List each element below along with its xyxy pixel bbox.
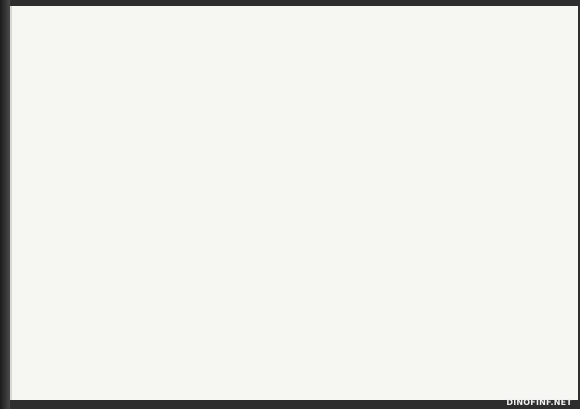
spacer bbox=[100, 181, 502, 184]
list-item bbox=[100, 56, 502, 63]
document-page bbox=[10, 6, 578, 400]
example-1-title bbox=[100, 185, 502, 192]
list-item bbox=[100, 49, 502, 56]
section-b-intro-continued bbox=[100, 117, 502, 124]
list-item bbox=[100, 92, 502, 99]
section-a-intro bbox=[100, 42, 502, 49]
site-watermark: DINOFINF.NET bbox=[506, 398, 572, 407]
example-1-line bbox=[100, 199, 502, 206]
item-detail bbox=[100, 131, 502, 138]
example-2-line bbox=[100, 260, 502, 267]
example-1-row bbox=[100, 220, 502, 227]
example-1-row bbox=[100, 213, 502, 220]
item-detail bbox=[100, 174, 502, 181]
item-detail bbox=[100, 145, 502, 152]
row-key bbox=[410, 227, 462, 234]
list-item bbox=[100, 70, 502, 77]
example-1-row bbox=[100, 227, 502, 234]
columns-row bbox=[100, 85, 502, 92]
row-key bbox=[410, 220, 462, 227]
list-item bbox=[100, 160, 502, 167]
section-b-heading bbox=[100, 103, 502, 110]
example-2-line bbox=[100, 246, 502, 253]
section-a-heading bbox=[100, 35, 502, 42]
example-1-row bbox=[100, 206, 502, 213]
columns-row bbox=[100, 78, 502, 85]
list-item bbox=[100, 124, 502, 131]
row-key bbox=[410, 206, 462, 213]
page-body bbox=[100, 34, 502, 394]
item-detail bbox=[100, 153, 502, 160]
list-item bbox=[100, 138, 502, 145]
book-fold-shadow bbox=[0, 0, 10, 409]
section-b-intro bbox=[100, 110, 502, 117]
example-1-line bbox=[100, 192, 502, 199]
list-item bbox=[100, 63, 502, 70]
row-key bbox=[410, 213, 462, 220]
item-detail bbox=[100, 167, 502, 174]
example-2-line bbox=[100, 253, 502, 260]
spacer bbox=[100, 99, 502, 102]
example-2-title bbox=[100, 239, 502, 246]
spacer bbox=[100, 235, 502, 238]
